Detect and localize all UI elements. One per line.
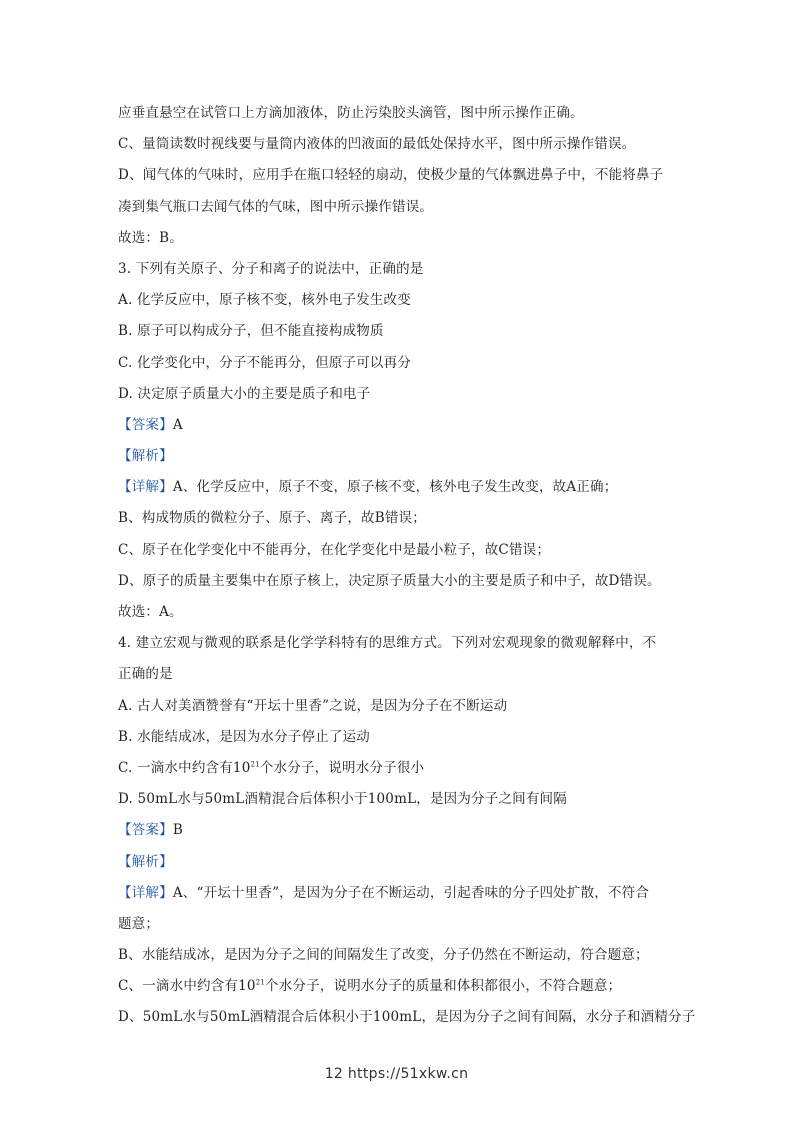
text-line <box>118 971 678 1002</box>
text-line <box>118 753 678 784</box>
section-tag: 【详解】 <box>118 884 173 901</box>
text-line <box>118 410 678 441</box>
text-line <box>118 940 678 971</box>
text-line <box>118 847 678 878</box>
line-text: A <box>172 416 183 433</box>
line-text: 故选：A。 <box>118 604 183 620</box>
text-line <box>118 878 678 909</box>
line-text: D. 50mL水与50mL酒精混合后体积小于100mL，是因为分子之间有间隔 <box>118 791 567 808</box>
line-text: C、量筒读数时视线要与量筒内液体的凹液面的最低处保持水平，图中所示操作错误。 <box>118 136 636 153</box>
text-line <box>118 566 678 597</box>
text-line <box>118 254 678 285</box>
line-text: C. 化学变化中，分子不能再分，但原子可以再分 <box>118 354 412 371</box>
text-line <box>118 192 678 223</box>
text-line <box>118 348 678 379</box>
line-text: 正确的是 <box>118 666 173 683</box>
line-text: C、原子在化学变化中不能再分，在化学变化中是最小粒子，故C错误； <box>118 541 551 558</box>
text-line <box>118 1002 696 1033</box>
line-text: A、化学反应中，原子不变，原子核不变，核外电子发生改变，故A正确； <box>172 479 618 496</box>
line-text: 应垂直悬空在试管口上方滴加液体，防止污染胶头滴管，图中所示操作正确。 <box>118 105 584 121</box>
line-text: D、原子的质量主要集中在原子核上，决定原子质量大小的主要是质子和中子，故D错误。 <box>118 572 661 589</box>
line-text-continued: 个水分子，说明水分子很小 <box>259 759 425 776</box>
line-text: 凑到集气瓶口去闻气体的气味，图中所示操作错误。 <box>118 198 434 215</box>
line-text: A. 化学反应中，原子核不变，核外电子发生改变 <box>118 292 411 309</box>
text-line <box>118 441 678 472</box>
text-line <box>118 535 678 566</box>
line-text: A、“开坛十里香”，是因为分子在不断运动，引起香味的分子四处扩散，不符合 <box>172 884 650 901</box>
text-line <box>118 503 678 534</box>
text-line <box>118 98 678 129</box>
text-line <box>118 597 678 628</box>
text-line <box>118 316 678 347</box>
section-tag: 【答案】 <box>118 416 173 433</box>
line-text-continued: 个水分子，说明水分子的质量和体积都很小，不符合题意； <box>265 978 622 995</box>
line-text: B. 原子可以构成分子，但不能直接构成物质 <box>118 323 384 340</box>
page-footer: 12 https://51xkw.cn <box>324 1066 469 1082</box>
line-text: B. 水能结成冰，是因为水分子停止了运动 <box>118 728 371 745</box>
page-content <box>118 98 696 1034</box>
line-text: 故选：B。 <box>118 229 183 246</box>
text-line <box>118 285 678 316</box>
line-text: 题意； <box>118 915 160 932</box>
section-tag: 【详解】 <box>118 479 173 496</box>
text-line <box>118 472 678 503</box>
text-line <box>118 129 678 160</box>
line-text: C. 一滴水中约含有10 <box>118 759 251 776</box>
text-line <box>118 784 678 815</box>
line-text: D、50mL水与50mL酒精混合后体积小于100mL，是因为分子之间有间隔，水分子和酒精分子 <box>118 1009 696 1026</box>
text-line <box>118 722 678 753</box>
text-line <box>118 659 678 690</box>
line-text: D. 决定原子质量大小的主要是质子和电子 <box>118 385 371 402</box>
line-text: B <box>172 822 183 839</box>
superscript: 21 <box>250 760 260 769</box>
line-text: D、闻气体的气味时，应用手在瓶口轻轻的扇动，使极少量的气体飘进鼻子中，不能将鼻子 <box>118 167 664 184</box>
text-line <box>118 909 678 940</box>
text-line <box>118 160 678 191</box>
text-line <box>118 815 678 846</box>
line-text: 3. 下列有关原子、分子和离子的说法中，正确的是 <box>118 260 424 277</box>
text-line <box>118 691 678 722</box>
line-text: 4. 建立宏观与微观的联系是化学学科特有的思维方式。下列对宏观现象的微观解释中，不 <box>118 635 657 652</box>
section-tag: 【解析】 <box>118 448 173 465</box>
line-text: B、水能结成冰，是因为分子之间的间隔发生了改变，分子仍然在不断运动，符合题意； <box>118 947 649 964</box>
line-text: A. 古人对美酒赞誉有“开坛十里香”之说，是因为分子在不断运动 <box>118 697 508 714</box>
text-line <box>118 223 678 254</box>
line-text: C、一滴水中约含有10 <box>118 978 256 995</box>
text-line <box>118 628 678 659</box>
section-tag: 【解析】 <box>118 853 173 870</box>
superscript: 21 <box>255 978 266 987</box>
line-text: B、构成物质的微粒分子、原子、离子，故B错误； <box>118 510 426 527</box>
section-tag: 【答案】 <box>118 822 173 839</box>
text-line <box>118 379 678 410</box>
